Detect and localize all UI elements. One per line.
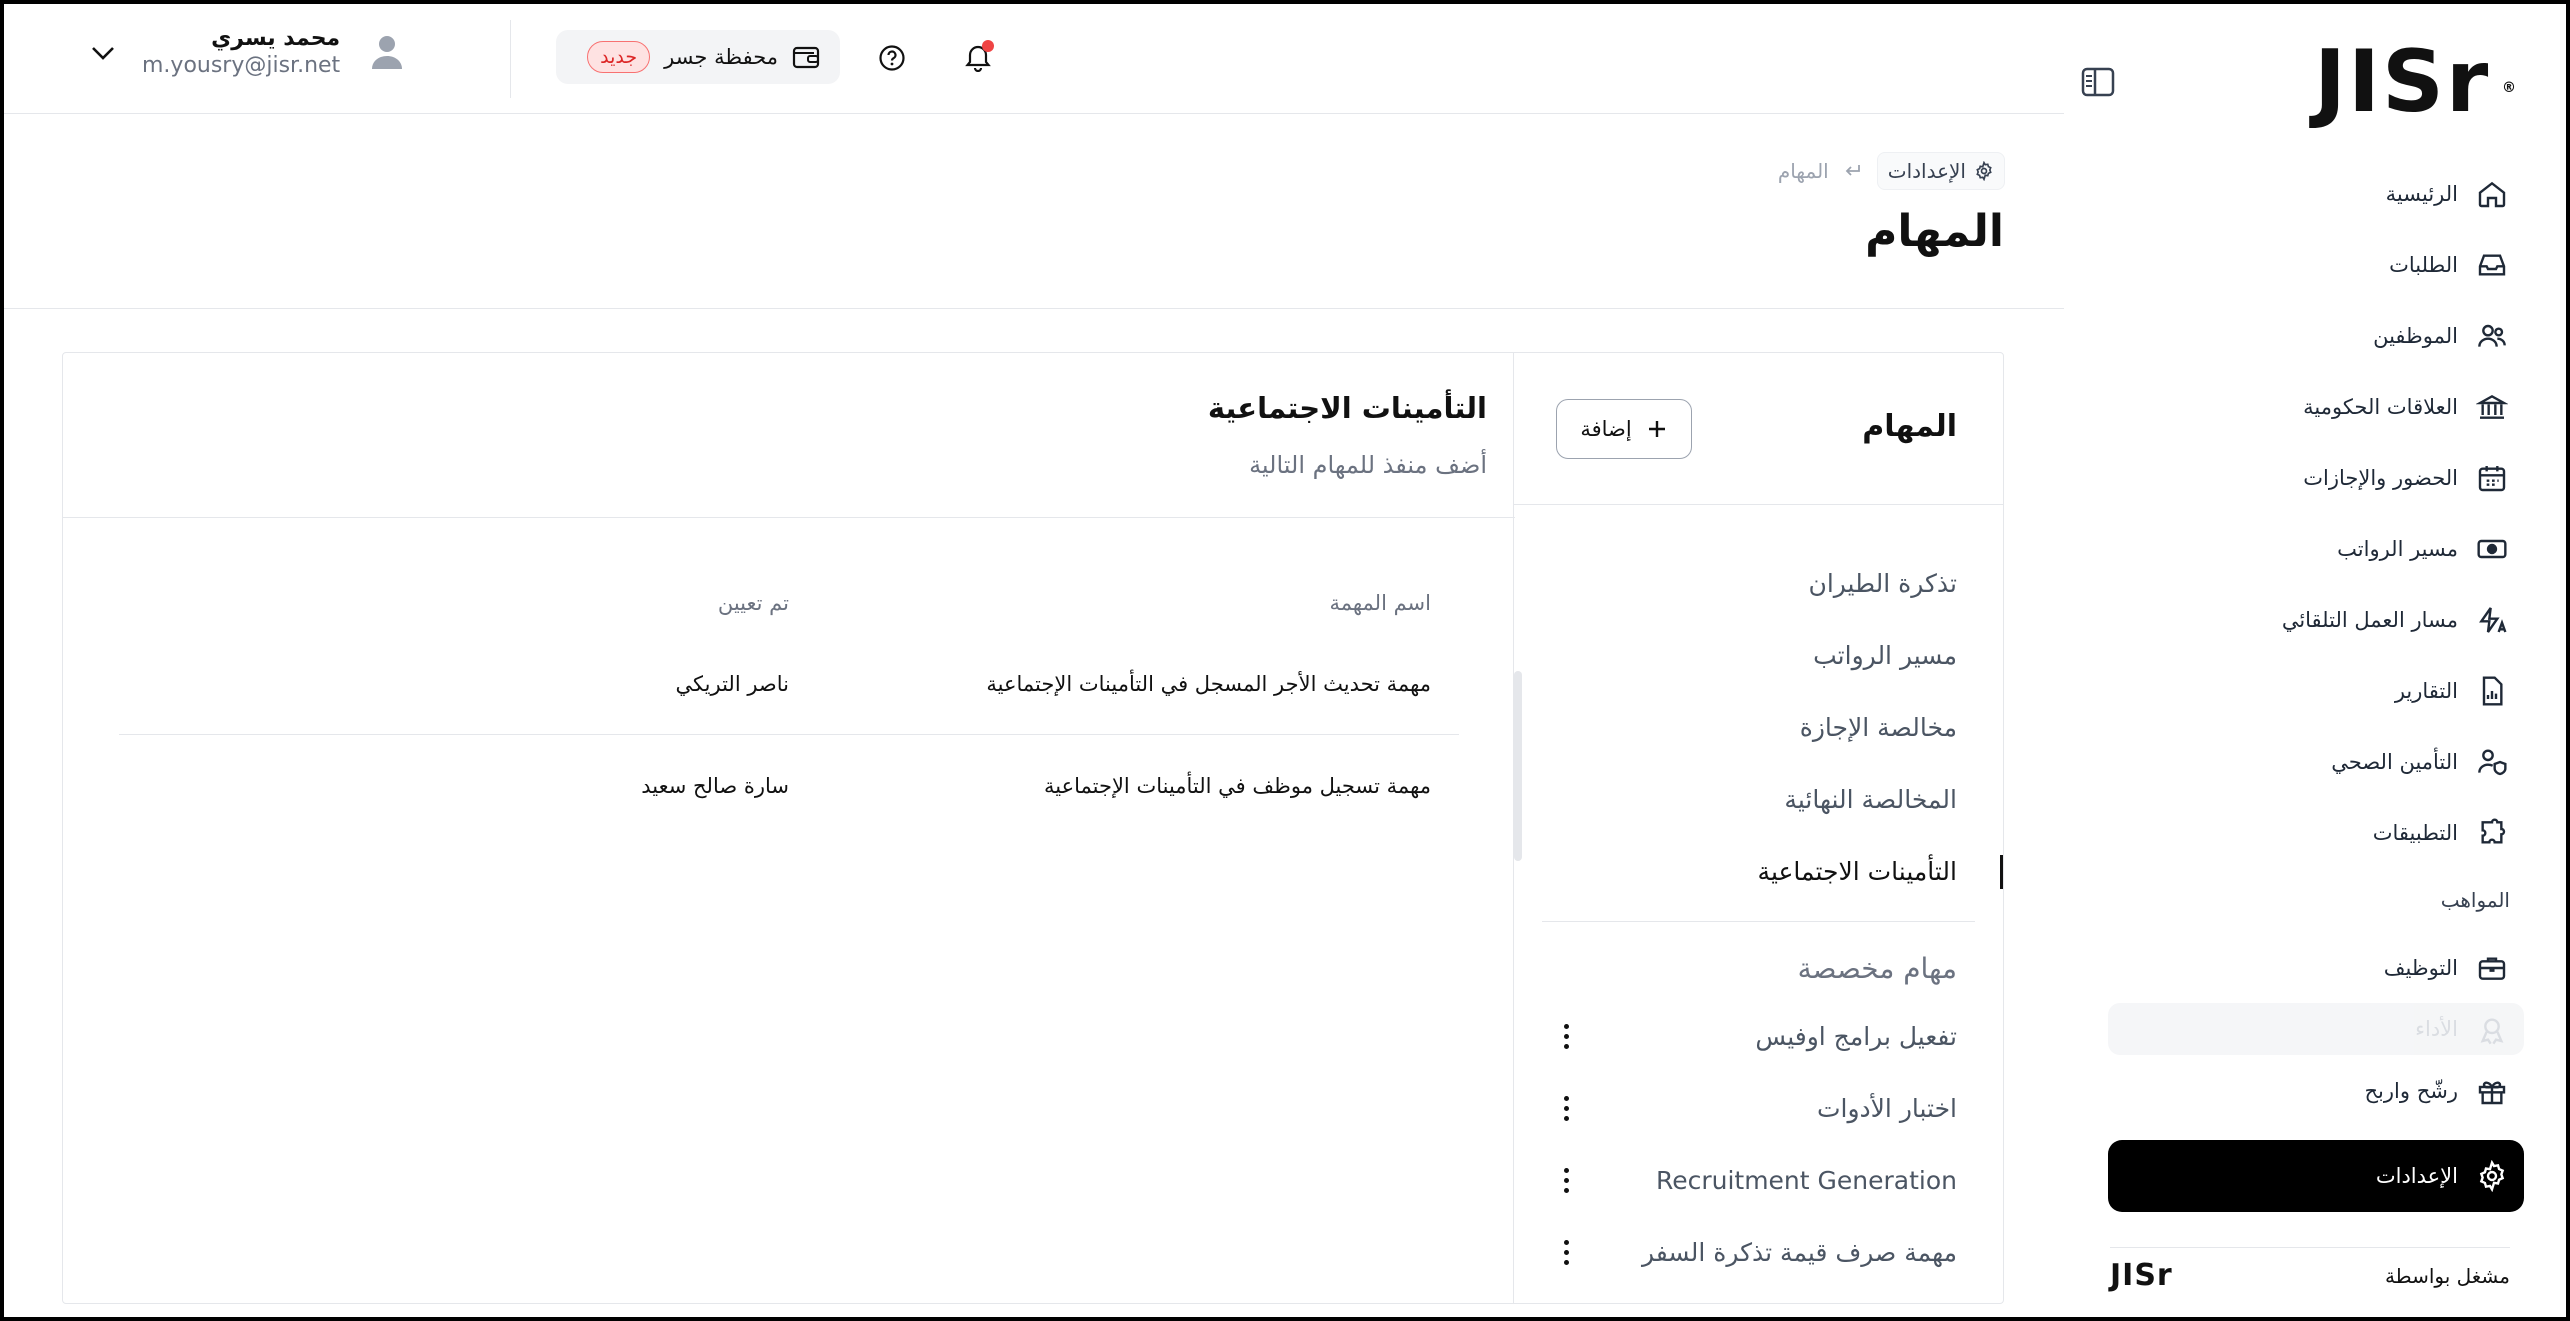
list-divider xyxy=(1542,921,1975,922)
user-email: m.yousry@jisr.net xyxy=(142,53,341,78)
sidebar-item-attendance[interactable] xyxy=(2108,442,2524,513)
sidebar-item-label: الإعدادات xyxy=(2375,1164,2458,1188)
powered-by-footer xyxy=(2110,1247,2510,1303)
wallet-label: محفظة جسر xyxy=(664,45,778,69)
sidebar-item-government[interactable] xyxy=(2108,371,2524,442)
gift-icon xyxy=(2474,1073,2510,1109)
tasks-panel xyxy=(1513,353,2003,1303)
custom-task-label: Recruitment Generation xyxy=(1655,1165,1957,1195)
calendar-icon xyxy=(2474,460,2510,496)
avatar-icon xyxy=(370,33,404,71)
powered-by-label: مشغل بواسطة xyxy=(2384,1263,2510,1288)
more-options-icon[interactable] xyxy=(1554,1232,1578,1272)
sidebar-item-label: الأداء xyxy=(2415,1017,2458,1041)
sidebar-item-label: العلاقات الحكومية xyxy=(2303,394,2458,419)
notifications-button[interactable] xyxy=(964,42,992,76)
custom-task-item[interactable] xyxy=(1514,1000,2003,1072)
scrollbar[interactable] xyxy=(1514,671,1522,861)
sidebar-item-settings[interactable] xyxy=(2108,1140,2524,1212)
sidebar-item-referral[interactable] xyxy=(2108,1055,2524,1126)
help-button[interactable] xyxy=(878,44,906,76)
more-options-icon[interactable] xyxy=(1554,1160,1578,1200)
user-menu[interactable] xyxy=(142,26,404,78)
breadcrumb xyxy=(1778,152,2005,190)
breadcrumb-arrow-icon xyxy=(1843,161,1863,181)
header-divider xyxy=(510,20,511,98)
sidebar-item-label: التأمين الصحي xyxy=(2331,749,2458,774)
tasks-panel-title: المهام xyxy=(1862,409,1957,444)
new-badge: جديد xyxy=(587,41,650,73)
custom-task-item[interactable] xyxy=(1514,1144,2003,1216)
sidebar-item-label: الموظفين xyxy=(2373,323,2458,348)
jisr-logo[interactable] xyxy=(2314,32,2518,132)
custom-task-label: تفعيل برامج اوفيس xyxy=(1755,1021,1957,1051)
add-task-button[interactable] xyxy=(1556,399,1692,459)
task-detail-subtitle: أضف منفذ للمهام التالية xyxy=(1249,451,1487,479)
sidebar-item-label: التوظيف xyxy=(2383,955,2458,980)
task-category-social-insurance[interactable]: التأمينات الاجتماعية xyxy=(1514,835,2003,907)
custom-task-item[interactable] xyxy=(1514,1072,2003,1144)
page-title: المهام xyxy=(1865,206,2004,257)
user-shield-icon xyxy=(2474,744,2510,780)
user-info xyxy=(142,26,340,78)
task-category-leave-settlement[interactable]: مخالصة الإجازة xyxy=(1799,712,1957,742)
sidebar-item-apps[interactable] xyxy=(2108,797,2524,868)
top-bar xyxy=(0,0,2064,114)
sidebar-item-requests[interactable] xyxy=(2108,229,2524,300)
assignee-cell[interactable]: سارة صالح سعيد xyxy=(641,774,789,798)
sidebar-item-label: مسار العمل التلقائي xyxy=(2281,607,2458,632)
custom-tasks-title: مهام مخصصة xyxy=(1797,951,1957,985)
custom-task-label: اختبار الأدوات xyxy=(1816,1093,1957,1123)
puzzle-icon xyxy=(2474,815,2510,851)
sidebar-item-label: الطلبات xyxy=(2389,252,2458,277)
chevron-down-icon xyxy=(90,44,116,62)
sidebar-panel-icon xyxy=(2081,67,2115,97)
task-category-list xyxy=(1514,505,2003,907)
more-options-icon[interactable] xyxy=(1554,1016,1578,1056)
sidebar-item-label: التقارير xyxy=(2394,678,2458,703)
column-header-task: اسم المهمة xyxy=(1329,591,1431,615)
home-icon xyxy=(2474,176,2510,212)
breadcrumb-settings-link[interactable] xyxy=(1877,152,2005,190)
tasks-card xyxy=(62,352,2004,1304)
sidebar-item-payroll[interactable] xyxy=(2108,513,2524,584)
assignee-cell[interactable]: ناصر التريكي xyxy=(675,671,789,696)
task-category-payroll[interactable]: مسير الرواتب xyxy=(1813,640,1957,670)
sidebar-section-talent: المواهب xyxy=(2440,888,2510,912)
column-header-assignee: تم تعيين xyxy=(717,591,789,615)
briefcase-icon xyxy=(2474,950,2510,986)
sidebar xyxy=(2064,0,2570,1321)
notification-dot xyxy=(982,40,994,52)
sidebar-item-health-insurance[interactable] xyxy=(2108,726,2524,797)
report-icon xyxy=(2474,673,2510,709)
table-header xyxy=(119,573,1459,633)
sidebar-toggle-button[interactable] xyxy=(2078,62,2118,102)
page-header-divider xyxy=(0,308,2064,309)
breadcrumb-root: الإعدادات xyxy=(1887,159,1966,183)
cash-icon xyxy=(2474,531,2510,567)
task-category-flight-ticket[interactable]: تذكرة الطيران xyxy=(1808,568,1957,598)
footer-logo: JISr xyxy=(2110,1258,2173,1293)
logo-trademark: ® xyxy=(2502,80,2518,96)
automation-icon xyxy=(2474,602,2510,638)
bank-icon xyxy=(2474,389,2510,425)
sidebar-item-home[interactable] xyxy=(2108,158,2524,229)
sidebar-item-label: الرئيسية xyxy=(2385,181,2458,206)
custom-task-item[interactable] xyxy=(1514,1216,2003,1288)
inbox-icon xyxy=(2474,247,2510,283)
gear-icon xyxy=(2474,1158,2510,1194)
users-icon xyxy=(2474,318,2510,354)
gear-icon xyxy=(1974,161,1994,181)
more-options-icon[interactable] xyxy=(1554,1088,1578,1128)
sidebar-item-label: مسير الرواتب xyxy=(2337,536,2458,561)
award-icon xyxy=(2474,1011,2510,1047)
sidebar-item-label: رشّح واربح xyxy=(2364,1078,2458,1103)
task-name-cell: مهمة تحديث الأجر المسجل في التأمينات الإجتماعية xyxy=(986,671,1431,696)
task-category-final-settlement[interactable]: المخالصة النهائية xyxy=(1784,784,1957,814)
user-name: محمد يسري xyxy=(211,26,341,51)
user-menu-chevron[interactable] xyxy=(90,44,116,66)
add-task-label: إضافة xyxy=(1580,417,1632,441)
table-row[interactable] xyxy=(119,633,1459,735)
sidebar-item-label: الحضور والإجازات xyxy=(2303,465,2458,490)
assignment-table xyxy=(119,573,1459,837)
sidebar-item-automation[interactable] xyxy=(2108,584,2524,655)
help-icon xyxy=(878,44,906,72)
sidebar-item-reports[interactable] xyxy=(2108,655,2524,726)
table-row[interactable] xyxy=(119,735,1459,837)
jisr-wallet-button[interactable] xyxy=(556,30,840,84)
task-detail-header xyxy=(63,353,1515,518)
breadcrumb-current: المهام xyxy=(1777,159,1829,183)
task-detail-panel xyxy=(63,353,1515,1303)
sidebar-item-performance[interactable] xyxy=(2108,1003,2524,1055)
sidebar-nav xyxy=(2108,158,2524,1212)
sidebar-item-employees[interactable] xyxy=(2108,300,2524,371)
tasks-panel-header xyxy=(1514,353,2003,505)
logo-text: JISr xyxy=(2314,32,2491,132)
task-detail-title: التأمينات الاجتماعية xyxy=(1207,391,1487,425)
custom-task-label: مهمة صرف قيمة تذكرة السفر xyxy=(1641,1237,1957,1267)
sidebar-item-recruitment[interactable] xyxy=(2108,932,2524,1003)
wallet-icon xyxy=(792,44,820,70)
sidebar-item-label: التطبيقات xyxy=(2372,820,2458,845)
task-name-cell: مهمة تسجيل موظف في التأمينات الإجتماعية xyxy=(1043,774,1431,798)
plus-icon xyxy=(1646,418,1668,440)
